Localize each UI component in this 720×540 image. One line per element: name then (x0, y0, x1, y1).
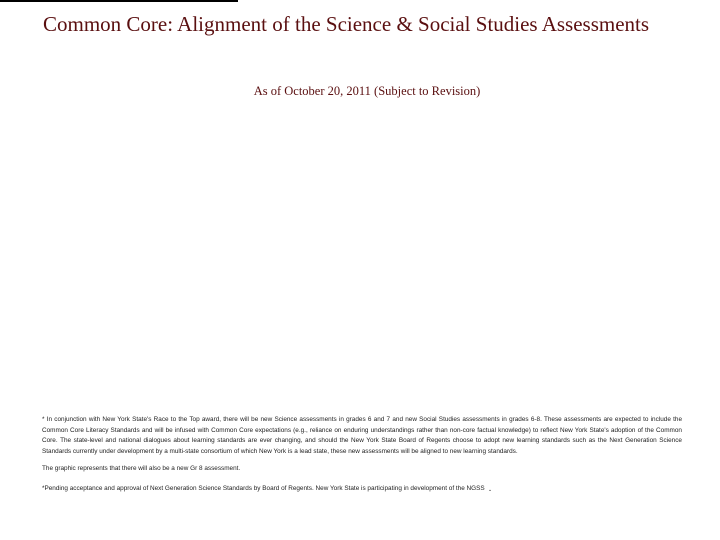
footnote-pending-text: *Pending acceptance and approval of Next Generation Science Standards by Board of Regents. New York State is participating in development of the NGSS (42, 484, 485, 492)
footnotes (42, 415, 682, 495)
page-title: Common Core: Alignment of the Science & Social Studies Assessments (43, 12, 650, 36)
footnote-bullet: . (488, 482, 492, 494)
page-subtitle: As of October 20, 2011 (Subject to Revision) (253, 84, 481, 98)
footnote-graphic: The graphic represents that there will also be a new Gr 8 assessment. (42, 465, 241, 473)
footnote-pending (42, 484, 682, 495)
top-rule (0, 0, 238, 2)
footnote-main: * In conjunction with New York State's Race to the Top award, there will be new Science assessments in grades 6 and 7 and new Social Studies assessments in grades 6-8. These assessments are expected to include the Common Core Literacy Standards and will be infused with Common Core expectations (e.g., reliance on enduring understandings rather than non-core factual knowledge) to reflect New York State's adoption of the Common Core. The state-level and national dialogues about learning standards are ever changing, and should the New York State Board of Regents choose to adopt new learning standards such as the Next Generation Science Standards currently under development by a multi-state consortium of which New York is a lead state, these new assessments will be aligned to new learning standards. (42, 416, 682, 455)
